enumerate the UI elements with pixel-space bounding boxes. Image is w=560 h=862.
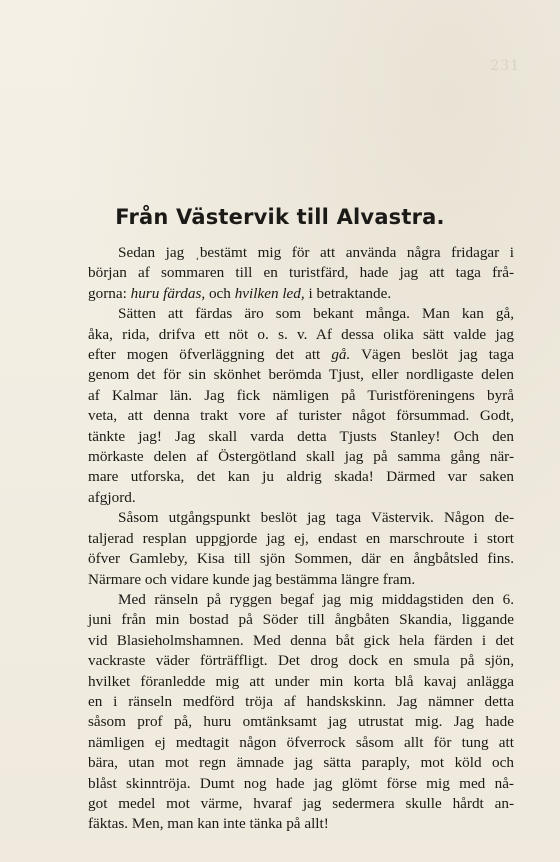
text-line: åka, rida, drifva ett nöt o. s. v. Af dessa olika sätt valde jag bbox=[88, 325, 514, 343]
italic-text: huru färdas, bbox=[130, 284, 206, 302]
text-line: Sedan jag ˌbestämt mig för att använda några fridagar i bbox=[118, 244, 514, 261]
page-number: 231 bbox=[490, 58, 520, 74]
text-line: hvilket föranledde mig att under min korta blå kavaj anlägga bbox=[88, 672, 514, 690]
text-line: taljerad resplan uppgjorde jag ej, endast en marschroute i stort bbox=[88, 529, 514, 547]
text-line: mörkaste delen af Östergötland skall jag på samma gång när- bbox=[88, 448, 514, 466]
italic-text: gå. bbox=[331, 346, 351, 364]
text-line: got medel mot värme, hvaraf jag sedermera skulle hårdt an- bbox=[88, 794, 514, 812]
text-line: Med ränseln på ryggen begaf jag mig middagstiden den 6. bbox=[118, 590, 514, 608]
text-line: tänkte jag! Jag skall varda detta Tjusts Stanley! Och den bbox=[88, 427, 514, 445]
text-fragment: gorna: bbox=[88, 284, 131, 302]
text-line: Sätten att färdas äro som bekant många. Man kan gå, bbox=[118, 305, 514, 323]
text-fragment: Vägen beslöt jag taga bbox=[350, 346, 514, 364]
text-line: en i ränseln medförd tröja af handskskinn. Jag nämner detta bbox=[88, 692, 514, 710]
text-line: Närmare och vidare kunde jag bestämma längre fram. bbox=[88, 570, 416, 588]
text-line: af Kalmar län. Jag fick nämligen på Turistföreningens byrå bbox=[88, 386, 514, 404]
body-text bbox=[88, 243, 514, 835]
italic-text: hvilken led, bbox=[234, 284, 305, 302]
text-line: nämligen ej medtagit någon öfverrock såsom allt för tung att bbox=[88, 733, 514, 751]
text-line: veta, att denna trakt vore af turister något försummad. Godt, bbox=[88, 407, 514, 425]
text-line: mare utforska, det kan ju aldrig skada! Därmed var saken bbox=[88, 468, 514, 486]
text-line: öfver Gamleby, Kisa till sjön Sommen, där en ångbåtsled fins. bbox=[88, 550, 514, 568]
text-line: fäktas. Men, man kan inte tänka på allt! bbox=[88, 815, 329, 833]
text-fragment: i betraktande. bbox=[304, 284, 392, 302]
chapter-title: Från Västervik till Alvastra. bbox=[115, 205, 445, 229]
text-line: bära, utan mot regn ämnade jag sätta paraply, mot köld och bbox=[88, 754, 514, 772]
text-line: vackraste väder förträffligt. Det drog dock en smula på sjön, bbox=[88, 652, 514, 670]
text-line bbox=[88, 345, 514, 365]
text-fragment: efter mogen öfverläggning det att bbox=[88, 346, 332, 364]
text-line: Såsom utgångspunkt beslöt jag taga Västervik. Någon de- bbox=[118, 509, 514, 527]
text-line: början af sommaren till en turistfärd, hade jag att taga frå- bbox=[88, 264, 514, 282]
text-fragment: och bbox=[205, 284, 235, 302]
text-line: vid Blasieholmshamnen. Med denna båt gick hela färden i det bbox=[88, 631, 514, 649]
text-line: blåst skinntröja. Dumt nog hade jag glömt förse mig med nå- bbox=[88, 774, 514, 792]
text-line: genom det för sin skönhet berömda Tjust, eller nordligaste delen bbox=[88, 366, 514, 384]
text-line bbox=[88, 284, 514, 304]
text-line: afgjord. bbox=[88, 488, 136, 506]
text-line: såsom prof på, huru omtänksamt jag utrustat mig. Jag hade bbox=[88, 713, 514, 731]
text-line: juni från min bostad på Söder till ångbåten Skandia, liggande bbox=[88, 611, 514, 629]
